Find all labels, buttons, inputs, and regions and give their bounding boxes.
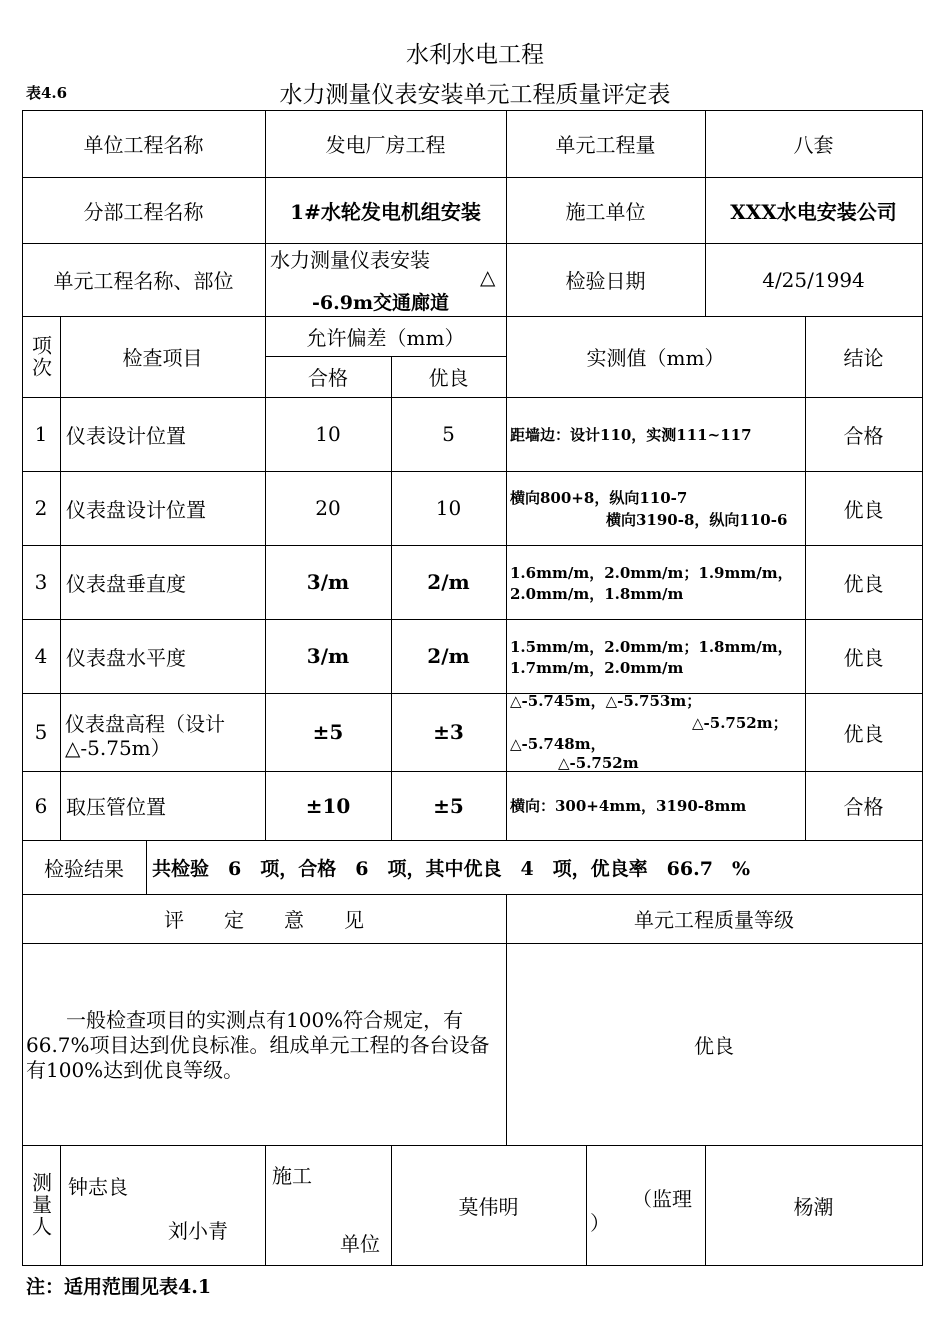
col-measured: 实测值（mm） xyxy=(586,346,725,370)
row-conclusion: 优良 xyxy=(843,497,884,522)
row-conclusion: 优良 xyxy=(843,645,884,670)
row-measured-a: △-5.745m，△-5.753m； xyxy=(510,692,702,710)
table-label: 表4.6 xyxy=(26,84,68,102)
row-excellent: 2/m xyxy=(427,570,470,594)
construction-label-a: 施工 xyxy=(272,1164,312,1188)
col-tolerance: 允许偏差（mm） xyxy=(306,325,465,350)
opinion-label: 评 定 意 见 xyxy=(164,908,364,932)
unit-quantity-value: 八套 xyxy=(793,133,834,157)
row-measured-b: 1.7mm/m，2.0mm/m xyxy=(510,659,684,677)
title-line1: 水利水电工程 xyxy=(406,42,544,68)
row-item-a: 仪表盘高程（设计 xyxy=(65,712,225,736)
division-value: 1#水轮发电机组安装 xyxy=(290,199,481,224)
grade-value: 优良 xyxy=(694,1033,734,1058)
col-item-no: 项次 xyxy=(28,334,53,379)
inspection-date-label: 检验日期 xyxy=(565,269,646,293)
row-measured: 横向：300+4mm，3190-8mm xyxy=(510,797,747,815)
row-measured-b: △-5.752m； xyxy=(692,714,788,732)
row-excellent: ±3 xyxy=(433,720,464,744)
contractor-value: XXX水电安装公司 xyxy=(730,199,897,224)
row-qualified: ±10 xyxy=(305,793,351,818)
row-item-b: △-5.75m） xyxy=(65,736,171,760)
col-excellent: 优良 xyxy=(428,366,469,390)
row-conclusion: 合格 xyxy=(843,795,884,819)
element-value-symbol: △ xyxy=(480,265,496,289)
element-label: 单元工程名称、部位 xyxy=(53,269,234,293)
opinion-text: 一般检查项目的实测点有100%符合规定，有66.7%项目达到优良标准。组成单元工程的各台设备有100%达到优良等级。 xyxy=(26,1008,490,1082)
row-conclusion: 合格 xyxy=(843,423,884,448)
row-measured-c: △-5.748m， xyxy=(510,735,606,753)
measurer-2: 刘小青 xyxy=(168,1219,228,1243)
row-qualified: 3/m xyxy=(306,570,350,594)
row-excellent: ±5 xyxy=(433,793,464,818)
row-item: 仪表盘设计位置 xyxy=(66,497,206,522)
row-qualified: 3/m xyxy=(306,644,350,668)
row-measured-b: 横向3190-8，纵向110-6 xyxy=(606,511,788,529)
inspection-date-value: 4/25/1994 xyxy=(762,267,865,292)
col-check-item: 检查项目 xyxy=(122,346,203,370)
row-qualified: 20 xyxy=(315,496,341,520)
row-excellent: 5 xyxy=(442,422,455,446)
unit-project-value: 发电厂房工程 xyxy=(325,133,446,157)
col-conclusion: 结论 xyxy=(843,346,884,370)
row-excellent: 10 xyxy=(435,496,462,520)
construction-label-b: 单位 xyxy=(340,1232,380,1256)
row-qualified: ±5 xyxy=(312,720,344,744)
result-label: 检验结果 xyxy=(44,856,124,881)
row-measured-a: 横向800+8，纵向110-7 xyxy=(510,489,688,507)
row-item: 仪表设计位置 xyxy=(66,423,186,448)
row-no: 4 xyxy=(34,644,48,668)
col-qualified: 合格 xyxy=(308,366,348,390)
row-item: 仪表盘水平度 xyxy=(66,645,186,670)
row-conclusion: 优良 xyxy=(843,571,884,596)
row-no: 3 xyxy=(34,570,48,594)
row-item: 取压管位置 xyxy=(66,795,166,819)
row-measured: 距墙边：设计110，实测111~117 xyxy=(510,425,752,444)
unit-quantity-label: 单元工程量 xyxy=(555,133,656,157)
element-value-line1: 水力测量仪表安装 xyxy=(270,248,430,272)
measurer-label: 测量人 xyxy=(28,1172,53,1238)
grade-label: 单元工程质量等级 xyxy=(634,908,794,932)
division-label: 分部工程名称 xyxy=(83,199,204,224)
row-qualified: 10 xyxy=(315,422,341,446)
result-text: 共检验 6 项，合格 6 项，其中优良 4 项，优良率 66.7 % xyxy=(152,857,750,880)
row-no: 5 xyxy=(34,720,48,744)
row-excellent: 2/m xyxy=(427,644,470,668)
row-measured-a: 1.6mm/m，2.0mm/m；1.9mm/m， xyxy=(510,564,793,582)
supervisor-label-b: ） xyxy=(590,1211,610,1235)
row-item: 仪表盘垂直度 xyxy=(66,571,186,596)
row-measured-a: 1.5mm/m，2.0mm/m；1.8mm/m， xyxy=(510,638,793,656)
contractor-label: 施工单位 xyxy=(565,199,646,224)
row-conclusion: 优良 xyxy=(843,721,884,746)
supervisor-label-a: （监理 xyxy=(632,1187,692,1211)
row-measured-b: 2.0mm/m，1.8mm/m xyxy=(510,585,684,603)
unit-project-label: 单位工程名称 xyxy=(83,133,204,157)
page-title: 水力测量仪表安装单元工程质量评定表 xyxy=(279,82,671,108)
construction-person: 莫伟明 xyxy=(458,1194,519,1219)
row-measured-d: △-5.752m xyxy=(558,754,639,772)
element-value-line2: -6.9m交通廊道 xyxy=(312,292,450,314)
row-no: 2 xyxy=(34,496,48,520)
supervisor-person: 杨潮 xyxy=(793,1194,834,1219)
row-no: 6 xyxy=(34,793,48,818)
row-no: 1 xyxy=(34,422,48,446)
footnote: 注：适用范围见表4.1 xyxy=(26,1276,212,1298)
measurer-1: 钟志良 xyxy=(68,1175,128,1199)
